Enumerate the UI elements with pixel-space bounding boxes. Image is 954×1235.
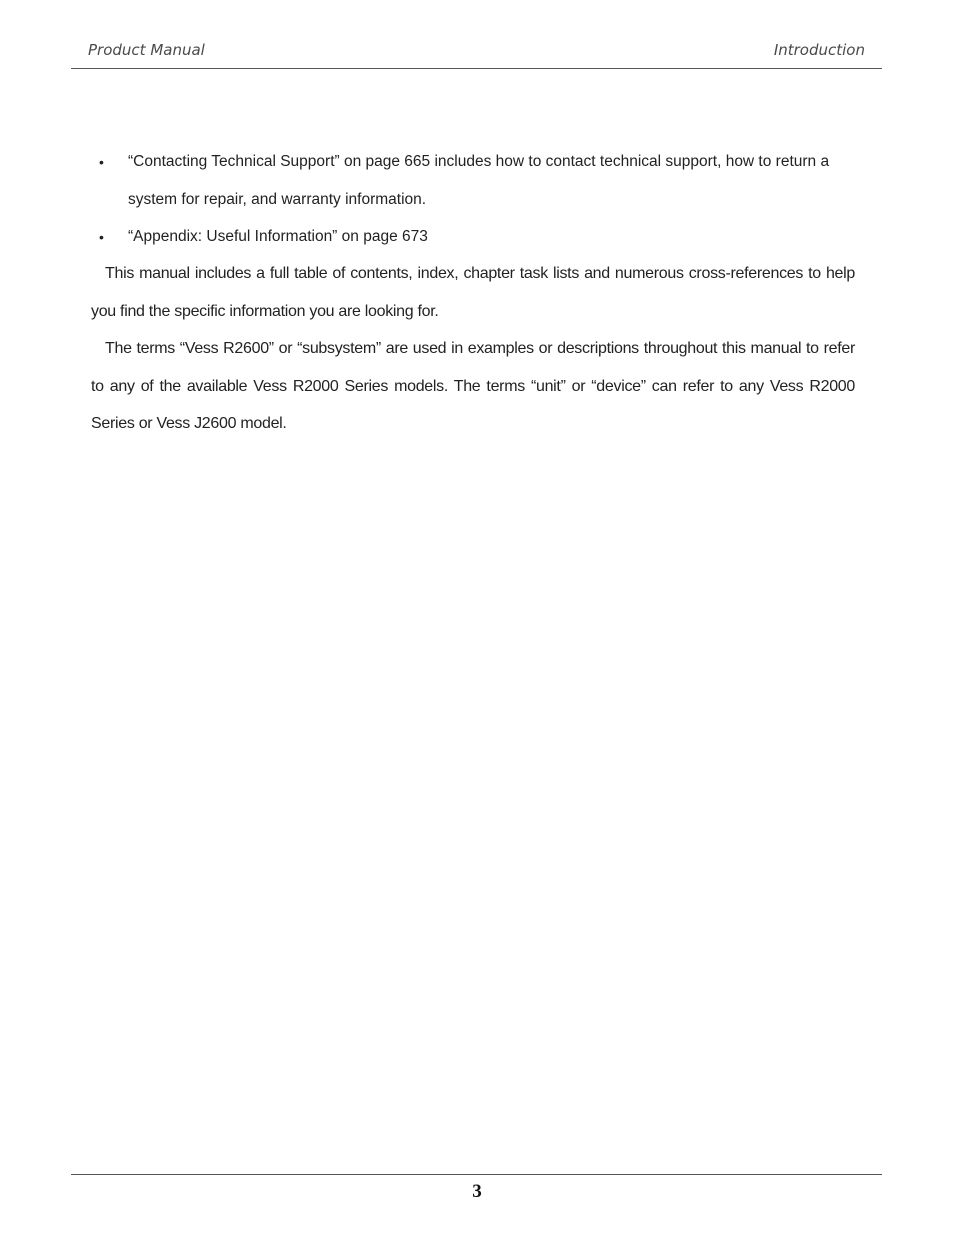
running-header-right: Introduction (773, 41, 865, 59)
bullet-item-appendix (99, 218, 852, 256)
bullet-marker: • (99, 229, 104, 245)
footer-rule (71, 1174, 882, 1175)
bullet-item-technical-support (99, 143, 852, 219)
paragraph-manual-contents: This manual includes a full table of contents, index, chapter task lists and numerous cross-references to help you find the specific information you are looking for. (91, 265, 855, 320)
page-number: 3 (472, 1181, 482, 1202)
bullet-marker: • (99, 154, 104, 170)
header-rule (71, 68, 882, 69)
running-header-left: Product Manual (88, 41, 205, 59)
bullet-text: “Contacting Technical Support” on page 665 includes how to contact technical support, how to return a system for repair, and warranty information. (128, 153, 830, 208)
paragraph-terms: The terms “Vess R2600” or “subsystem” are used in examples or descriptions throughout this manual to refer to any of the available Vess R2000 Series models. The terms “unit” or “device” can refer to any Vess R2000 Series or Vess J2600 model. (91, 340, 855, 432)
bullet-text: “Appendix: Useful Information” on page 673 (128, 228, 428, 245)
